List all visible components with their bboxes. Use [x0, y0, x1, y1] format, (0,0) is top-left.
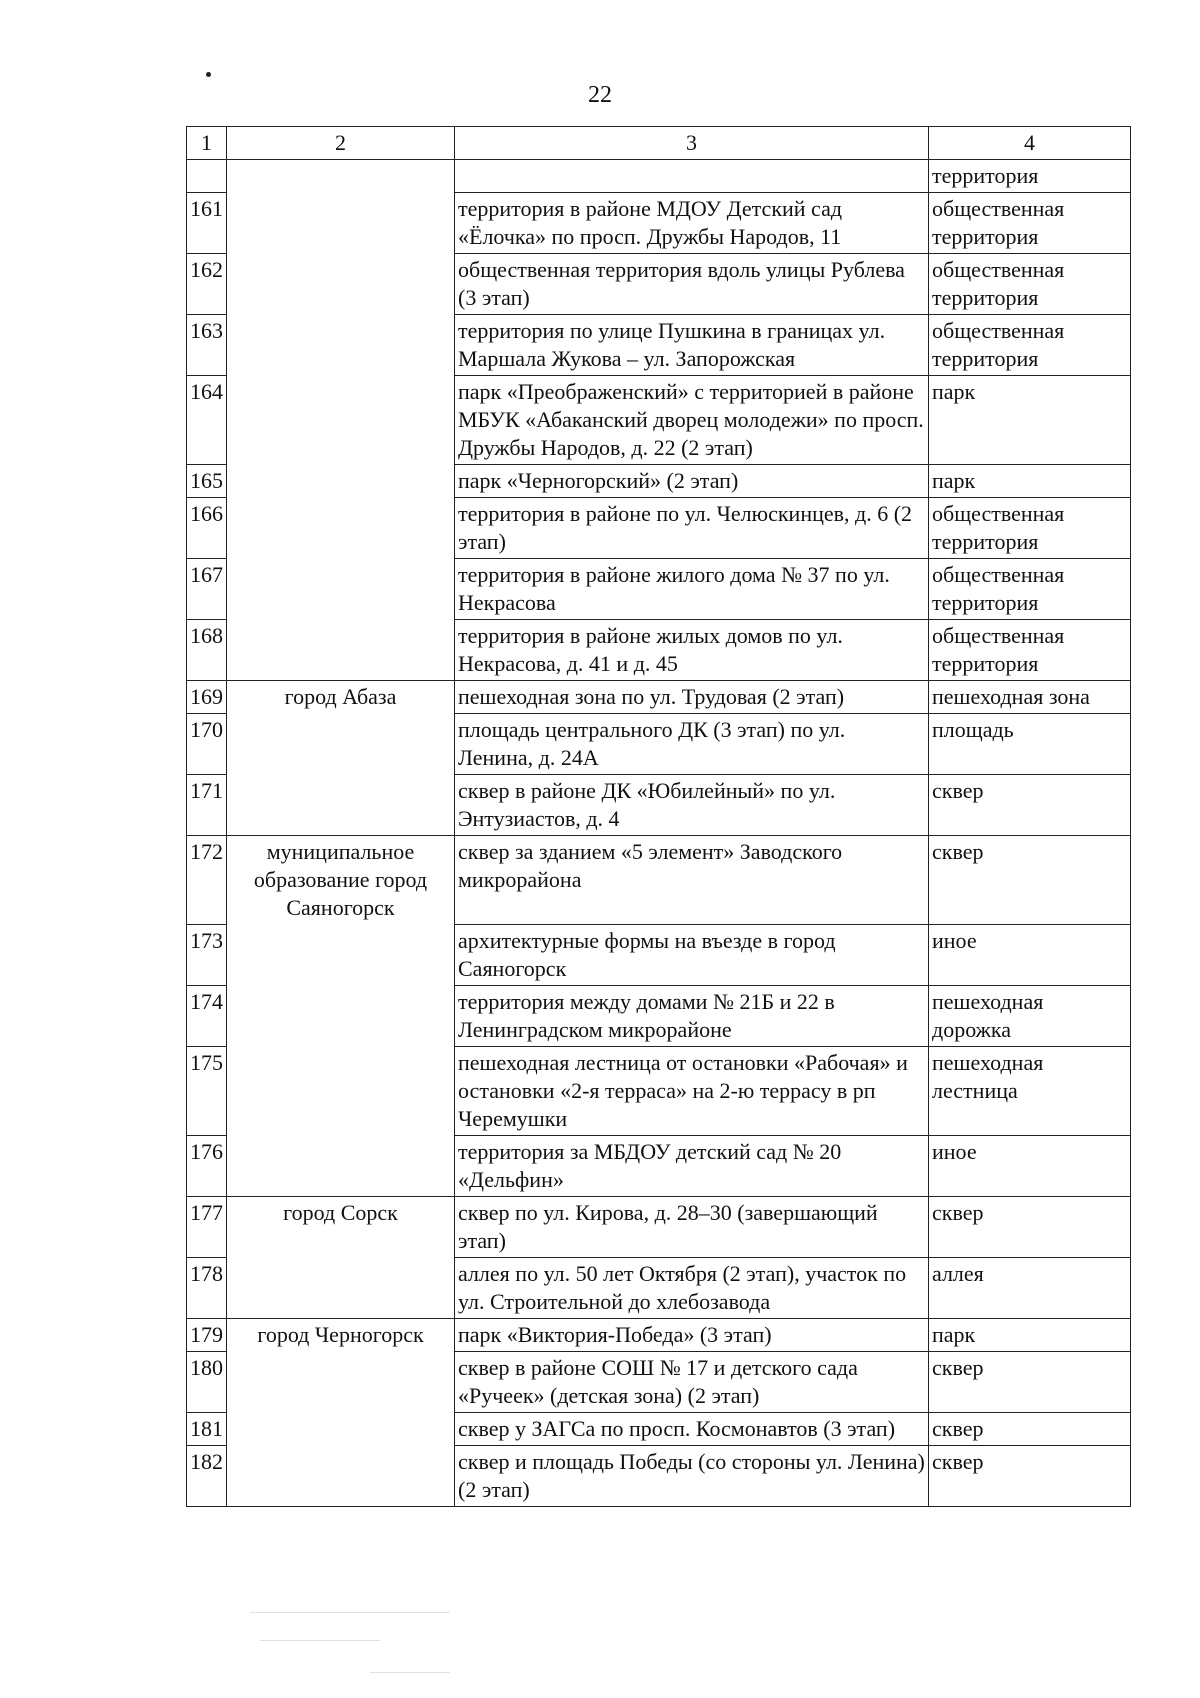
municipality	[227, 1046, 455, 1135]
header-col-2: 2	[227, 127, 455, 160]
object-name: территория в районе по ул. Челюскинцев, д. 6 (2 этап)	[455, 498, 929, 559]
object-type: парк	[929, 465, 1131, 498]
table-row	[187, 559, 1131, 620]
row-number: 161	[187, 193, 227, 254]
row-number: 180	[187, 1351, 227, 1412]
table-row	[187, 681, 1131, 714]
header-row	[187, 127, 1131, 160]
stray-dot	[206, 72, 211, 77]
object-name	[455, 160, 929, 193]
object-type: общественная территория	[929, 559, 1131, 620]
object-name: площадь центрального ДК (3 этап) по ул. Ленина, д. 24А	[455, 714, 929, 775]
object-name: сквер в районе СОШ № 17 и детского сада «Ручеек» (детская зона) (2 этап)	[455, 1351, 929, 1412]
object-type: территория	[929, 160, 1131, 193]
header-col-4: 4	[929, 127, 1131, 160]
row-number: 166	[187, 498, 227, 559]
municipality	[227, 985, 455, 1046]
table-row	[187, 193, 1131, 254]
object-type: общественная территория	[929, 498, 1131, 559]
object-type: сквер	[929, 836, 1131, 925]
municipality	[227, 1351, 455, 1412]
table-row	[187, 376, 1131, 465]
object-type: иное	[929, 1135, 1131, 1196]
row-number: 178	[187, 1257, 227, 1318]
object-type: пешеходная зона	[929, 681, 1131, 714]
object-name: парк «Черногорский» (2 этап)	[455, 465, 929, 498]
scan-noise	[250, 1610, 460, 1680]
row-number: 176	[187, 1135, 227, 1196]
table-row	[187, 465, 1131, 498]
object-name: сквер и площадь Победы (со стороны ул. Ленина) (2 этап)	[455, 1445, 929, 1506]
object-name: территория в районе жилого дома № 37 по ул. Некрасова	[455, 559, 929, 620]
municipality	[227, 620, 455, 681]
object-type: общественная территория	[929, 315, 1131, 376]
municipality	[227, 1257, 455, 1318]
objects-table	[186, 126, 1131, 1507]
row-number: 169	[187, 681, 227, 714]
row-number: 167	[187, 559, 227, 620]
municipality	[227, 254, 455, 315]
municipality	[227, 559, 455, 620]
row-number: 182	[187, 1445, 227, 1506]
municipality: муниципальное образование город Саяногорск	[227, 836, 455, 925]
row-number: 173	[187, 924, 227, 985]
object-type: пешеходная дорожка	[929, 985, 1131, 1046]
object-type: парк	[929, 1318, 1131, 1351]
table-row	[187, 1445, 1131, 1506]
object-name: пешеходная зона по ул. Трудовая (2 этап)	[455, 681, 929, 714]
object-type: парк	[929, 376, 1131, 465]
object-name: сквер за зданием «5 элемент» Заводского микрорайона	[455, 836, 929, 925]
object-type: аллея	[929, 1257, 1131, 1318]
table-body	[187, 160, 1131, 1507]
object-type: общественная территория	[929, 620, 1131, 681]
object-name: территория за МБДОУ детский сад № 20 «Дельфин»	[455, 1135, 929, 1196]
object-name: территория по улице Пушкина в границах ул. Маршала Жукова – ул. Запорожская	[455, 315, 929, 376]
row-number: 177	[187, 1196, 227, 1257]
object-type: площадь	[929, 714, 1131, 775]
row-number: 171	[187, 775, 227, 836]
table-row	[187, 620, 1131, 681]
table-row	[187, 1135, 1131, 1196]
municipality	[227, 1445, 455, 1506]
table-row	[187, 1318, 1131, 1351]
row-number: 172	[187, 836, 227, 925]
object-name: сквер по ул. Кирова, д. 28–30 (завершающий этап)	[455, 1196, 929, 1257]
object-name: парк «Виктория-Победа» (3 этап)	[455, 1318, 929, 1351]
object-name: территория между домами № 21Б и 22 в Ленинградском микрорайоне	[455, 985, 929, 1046]
municipality	[227, 1412, 455, 1445]
object-type: сквер	[929, 1351, 1131, 1412]
municipality	[227, 465, 455, 498]
municipality: город Черногорск	[227, 1318, 455, 1351]
row-number: 165	[187, 465, 227, 498]
object-type: сквер	[929, 775, 1131, 836]
object-name: общественная территория вдоль улицы Рублева (3 этап)	[455, 254, 929, 315]
row-number: 170	[187, 714, 227, 775]
municipality	[227, 775, 455, 836]
row-number: 162	[187, 254, 227, 315]
object-name: территория в районе МДОУ Детский сад «Ёлочка» по просп. Дружбы Народов, 11	[455, 193, 929, 254]
municipality	[227, 376, 455, 465]
object-name: аллея по ул. 50 лет Октября (2 этап), участок по ул. Строительной до хлебозавода	[455, 1257, 929, 1318]
table-row	[187, 315, 1131, 376]
municipality	[227, 160, 455, 193]
row-number: 174	[187, 985, 227, 1046]
table-row	[187, 160, 1131, 193]
header-col-1: 1	[187, 127, 227, 160]
table-row	[187, 498, 1131, 559]
municipality	[227, 1135, 455, 1196]
object-name: сквер у ЗАГСа по просп. Космонавтов (3 этап)	[455, 1412, 929, 1445]
table-row	[187, 1412, 1131, 1445]
table-row	[187, 254, 1131, 315]
row-number: 179	[187, 1318, 227, 1351]
header-col-3: 3	[455, 127, 929, 160]
table-row	[187, 1046, 1131, 1135]
object-type: общественная территория	[929, 254, 1131, 315]
row-number: 164	[187, 376, 227, 465]
table-row	[187, 924, 1131, 985]
object-type: общественная территория	[929, 193, 1131, 254]
table-row	[187, 836, 1131, 925]
row-number	[187, 160, 227, 193]
row-number: 168	[187, 620, 227, 681]
table-row	[187, 985, 1131, 1046]
table-row	[187, 1351, 1131, 1412]
object-name: территория в районе жилых домов по ул. Некрасова, д. 41 и д. 45	[455, 620, 929, 681]
municipality: город Абаза	[227, 681, 455, 714]
object-type: иное	[929, 924, 1131, 985]
table-row	[187, 1257, 1131, 1318]
table-row	[187, 1196, 1131, 1257]
object-name: сквер в районе ДК «Юбилейный» по ул. Энтузиастов, д. 4	[455, 775, 929, 836]
object-type: сквер	[929, 1412, 1131, 1445]
object-type: сквер	[929, 1196, 1131, 1257]
table-row	[187, 775, 1131, 836]
municipality	[227, 315, 455, 376]
row-number: 175	[187, 1046, 227, 1135]
object-name: архитектурные формы на въезде в город Саяногорск	[455, 924, 929, 985]
municipality	[227, 714, 455, 775]
object-type: пешеходная лестница	[929, 1046, 1131, 1135]
row-number: 181	[187, 1412, 227, 1445]
object-type: сквер	[929, 1445, 1131, 1506]
row-number: 163	[187, 315, 227, 376]
object-name: парк «Преображенский» с территорией в районе МБУК «Абаканский дворец молодежи» по просп. Дружбы Народов, д. 22 (2 этап)	[455, 376, 929, 465]
municipality	[227, 193, 455, 254]
municipality: город Сорск	[227, 1196, 455, 1257]
page-number: 22	[588, 82, 612, 108]
table-row	[187, 714, 1131, 775]
municipality	[227, 498, 455, 559]
municipality	[227, 924, 455, 985]
object-name: пешеходная лестница от остановки «Рабочая» и остановки «2-я терраса» на 2-ю террасу в рп Черемушки	[455, 1046, 929, 1135]
